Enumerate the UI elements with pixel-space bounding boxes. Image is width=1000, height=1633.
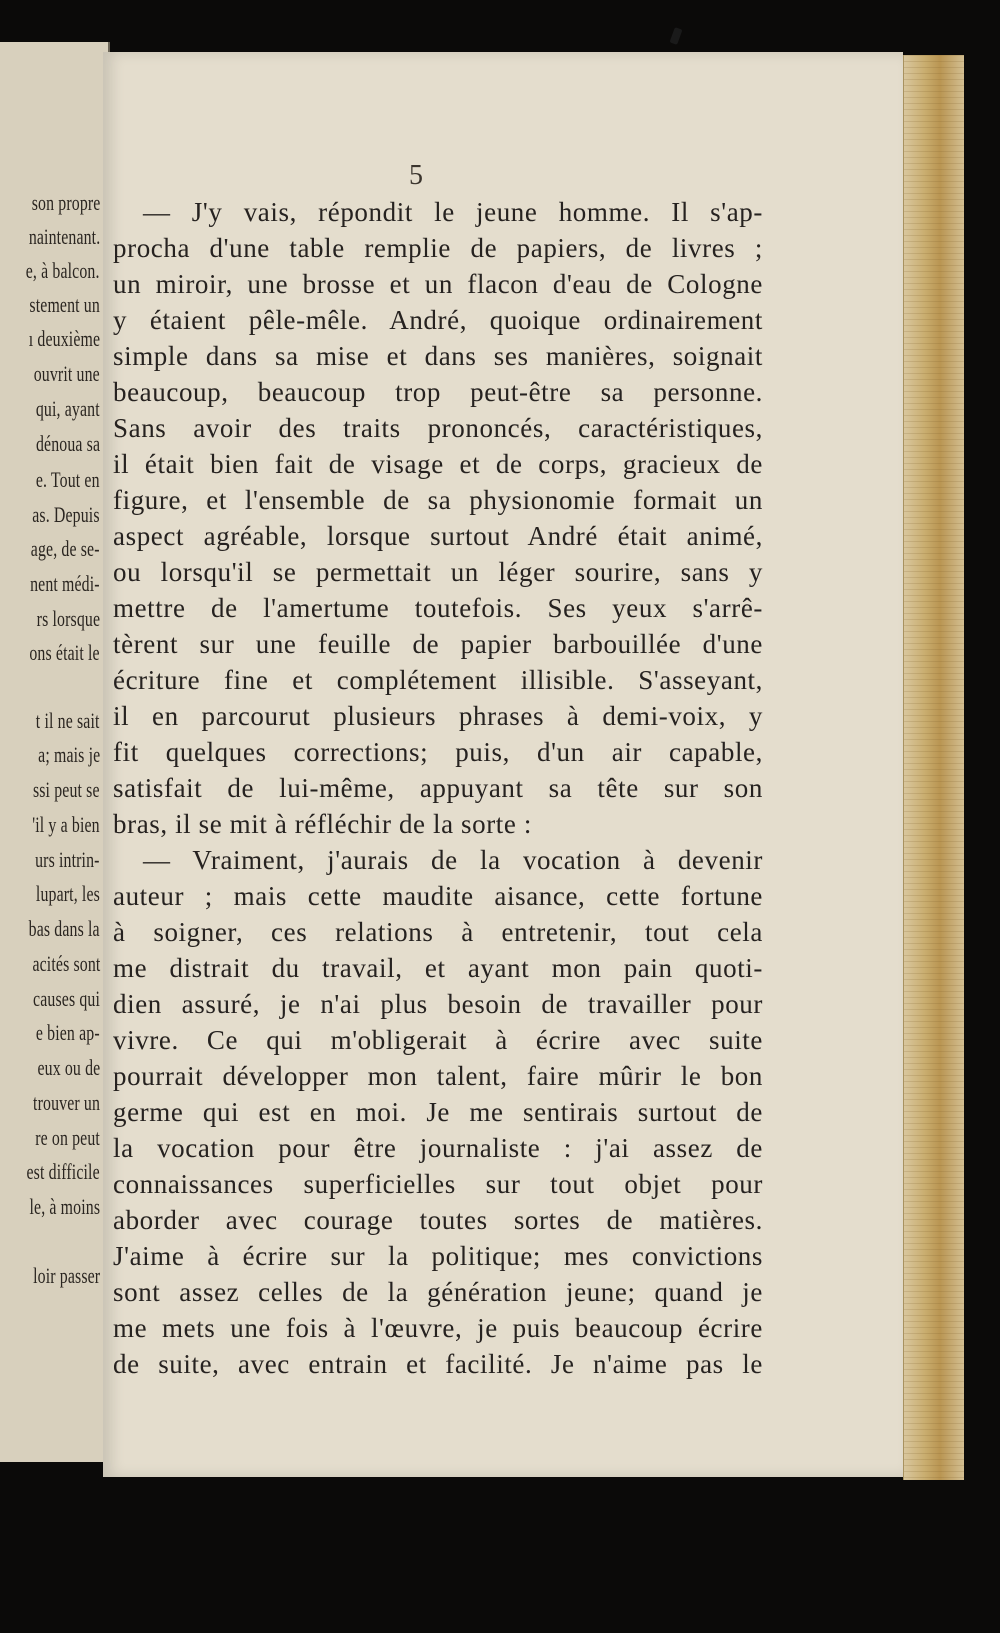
text-line: beaucoup, beaucoup trop peut-être sa personne.	[113, 377, 763, 407]
left-page-line: eux ou de	[37, 1055, 100, 1080]
text-line: bras, il se mit à réfléchir de la sorte :	[113, 809, 532, 839]
text-line: — Vraiment, j'aurais de la vocation à devenir	[143, 845, 763, 875]
left-page-line: acités sont	[31, 951, 100, 976]
text-line: à soigner, ces relations à entretenir, tout cela	[113, 917, 763, 947]
left-page-line: dénoua sa	[35, 431, 100, 456]
left-page-line: qui, ayant	[36, 396, 100, 421]
text-line: auteur ; mais cette maudite aisance, cette fortune	[113, 881, 763, 911]
left-page-line: re on peut	[35, 1125, 100, 1150]
text-line: la vocation pour être journaliste : j'ai assez de	[113, 1133, 763, 1163]
left-page-line: e. Tout en	[36, 467, 100, 492]
left-page-line: ouvrit une	[33, 361, 100, 386]
text-line: dien assuré, je n'ai plus besoin de travailler pour	[113, 989, 763, 1019]
text-line: me mets une fois à l'œuvre, je puis beaucoup écrire	[113, 1313, 763, 1343]
left-page-line: rs lorsque	[36, 606, 100, 631]
text-line: Sans avoir des traits prononcés, caractéristiques,	[113, 413, 763, 443]
corner-mark	[670, 27, 683, 45]
text-line: — J'y vais, répondit le jeune homme. Il s'ap-	[143, 197, 763, 227]
text-line: il était bien fait de visage et de corps, gracieux de	[113, 449, 763, 479]
left-page-line: ı deuxième	[28, 326, 100, 351]
left-page-line: bas dans la	[28, 916, 100, 941]
left-page-line: le, à moins	[29, 1194, 100, 1219]
text-line: aborder avec courage toutes sortes de matières.	[113, 1205, 763, 1235]
text-line: aspect agréable, lorsque surtout André était animé,	[113, 521, 763, 551]
text-line: figure, et l'ensemble de sa physionomie formait un	[113, 485, 763, 515]
left-page-line: causes qui	[33, 986, 100, 1011]
text-line: écriture fine et complétement illisible. S'asseyant,	[113, 665, 763, 695]
left-page-line: ssi peut se	[33, 777, 100, 802]
text-line: pourrait développer mon talent, faire mûrir le bon	[113, 1061, 763, 1091]
left-page-line: ons était le	[29, 640, 100, 665]
left-page-line: loir passer	[32, 1263, 100, 1288]
left-page-line: nent médi-	[30, 571, 100, 596]
left-page-line: a; mais je	[37, 742, 100, 767]
text-line: sont assez celles de la génération jeune; quand je	[113, 1277, 763, 1307]
left-page-line: stement un	[29, 292, 100, 317]
text-line: me distrait du travail, et ayant mon pain quoti-	[113, 953, 763, 983]
left-page-line: 'il y a bien	[32, 812, 100, 837]
left-page-line: est difficile	[26, 1159, 100, 1184]
page-edges	[903, 55, 964, 1480]
text-line: J'aime à écrire sur la politique; mes convictions	[113, 1241, 763, 1271]
page-edge-texture	[904, 55, 964, 1480]
text-line: mettre de l'amertume toutefois. Ses yeux s'arrê-	[113, 593, 763, 623]
left-page-line: lupart, les	[35, 881, 100, 906]
left-page-line: naintenant.	[28, 224, 100, 249]
text-line: satisfait de lui-même, appuyant sa tête sur son	[113, 773, 763, 803]
text-line: de suite, avec entrain et facilité. Je n'aime pas le	[113, 1349, 763, 1379]
text-line: simple dans sa mise et dans ses manières, soignait	[113, 341, 763, 371]
text-line: procha d'une table remplie de papiers, de livres ;	[113, 233, 763, 263]
left-page-line: t il ne sait	[36, 708, 100, 733]
left-page-line: e, à balcon.	[26, 258, 100, 283]
page-number: 5	[409, 160, 423, 191]
text-line: tèrent sur une feuille de papier barbouillée d'une	[113, 629, 763, 659]
left-page-line: urs intrin-	[35, 847, 100, 872]
left-page-line: trouver un	[33, 1090, 100, 1115]
text-line: y étaient pêle-mêle. André, quoique ordinairement	[113, 305, 763, 335]
left-page-line: e bien ap-	[36, 1020, 100, 1045]
left-page-line: age, de se-	[31, 536, 100, 561]
text-line: il en parcourut plusieurs phrases à demi-voix, y	[113, 701, 763, 731]
left-page-line: as. Depuis	[32, 502, 100, 527]
left-page	[0, 42, 110, 1462]
text-line: ou lorsqu'il se permettait un léger sourire, sans y	[113, 557, 763, 587]
text-line: un miroir, une brosse et un flacon d'eau de Cologne	[113, 269, 763, 299]
text-line: germe qui est en moi. Je me sentirais surtout de	[113, 1097, 763, 1127]
text-line: connaissances superficielles sur tout objet pour	[113, 1169, 763, 1199]
text-line: fit quelques corrections; puis, d'un air capable,	[113, 737, 763, 767]
left-page-line: son propre	[31, 190, 100, 215]
text-line: vivre. Ce qui m'obligerait à écrire avec suite	[113, 1025, 763, 1055]
